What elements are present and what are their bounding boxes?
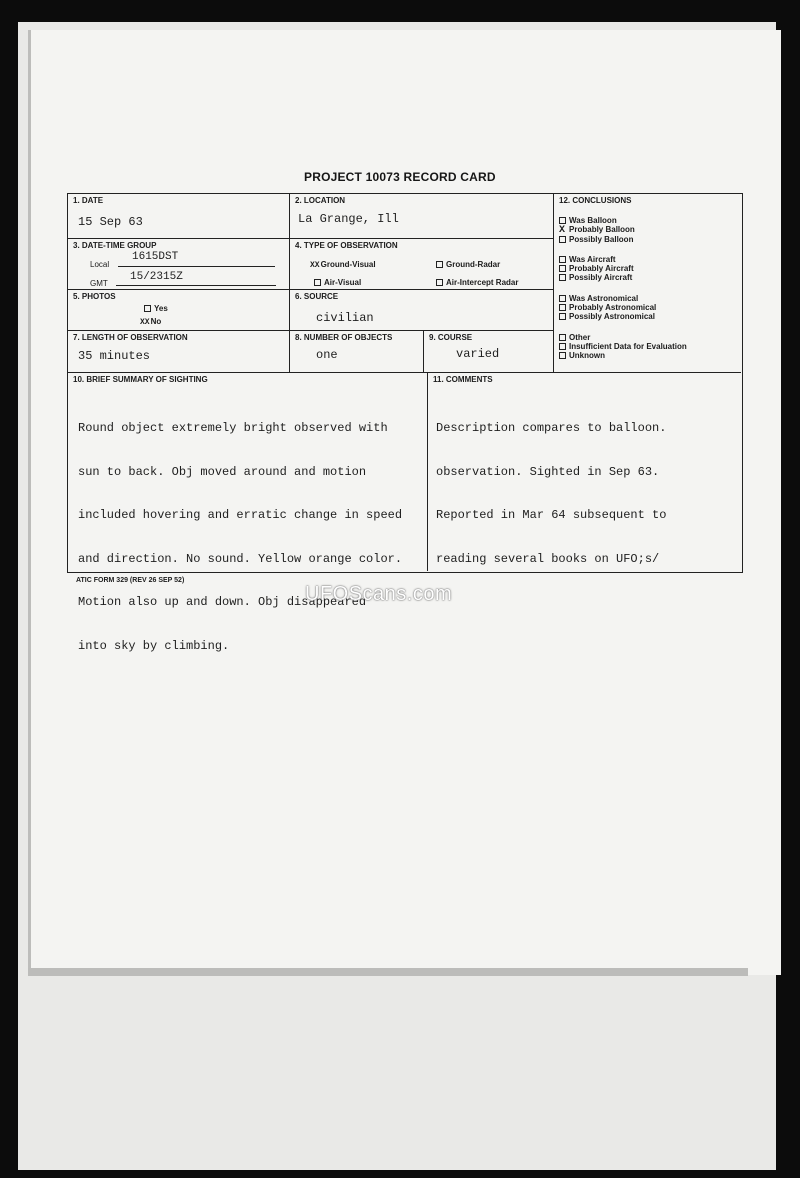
checkbox-icon	[559, 334, 566, 341]
course-label: 9. COURSE	[429, 333, 473, 342]
air-visual-option	[314, 278, 361, 287]
conclusion-probably-aircraft: Probably Aircraft	[559, 264, 634, 273]
checkbox-icon	[559, 295, 566, 302]
checkbox-icon	[559, 343, 566, 350]
checkbox-icon	[559, 265, 566, 272]
dtg-label: 3. DATE-TIME GROUP	[73, 241, 157, 250]
conclusion-insufficient-data: Insufficient Data for Evaluation	[559, 342, 687, 351]
checkbox-icon	[436, 261, 443, 268]
ground-visual-mark: XX	[310, 261, 320, 270]
ground-radar-option	[436, 260, 500, 269]
comments-label: 11. COMMENTS	[433, 375, 493, 384]
checkbox-icon	[559, 352, 566, 359]
conclusion-was-astronomical: Was Astronomical	[559, 294, 638, 303]
conclusion-possibly-balloon: Possibly Balloon	[559, 235, 633, 244]
source-label: 6. SOURCE	[295, 292, 339, 301]
ground-radar-text: Ground-Radar	[446, 260, 501, 269]
num-objects-value: one	[316, 348, 338, 362]
air-intercept-option	[436, 278, 518, 287]
location-cell	[290, 194, 554, 239]
photos-no-option	[140, 317, 161, 327]
checkbox-icon	[559, 274, 566, 281]
watermark: UFOScans.com	[305, 583, 453, 605]
comments-line: Description compares to balloon.	[436, 421, 667, 435]
ground-visual-text: Ground-Visual	[320, 260, 376, 269]
date-value: 15 Sep 63	[78, 215, 143, 229]
checkbox-icon	[144, 305, 151, 312]
conclusion-probably-astronomical: Probably Astronomical	[559, 303, 656, 312]
page-title: PROJECT 10073 RECORD CARD	[304, 170, 496, 184]
form-number: ATIC FORM 329 (REV 26 SEP 52)	[76, 577, 185, 584]
summary-text	[78, 392, 402, 682]
dtg-local-value: 1615DST	[132, 251, 179, 263]
conclusion-probably-balloon: X Probably Balloon	[559, 225, 635, 236]
checkbox-icon	[436, 279, 443, 286]
num-objects-label: 8. NUMBER OF OBJECTS	[295, 333, 393, 342]
length-label: 7. LENGTH OF OBSERVATION	[73, 333, 188, 342]
summary-line: included hovering and erratic change in speed	[78, 508, 403, 522]
type-obs-cell	[290, 239, 554, 290]
type-obs-label: 4. TYPE OF OBSERVATION	[295, 241, 398, 250]
comments-text	[436, 392, 666, 595]
source-value: civilian	[316, 311, 374, 325]
checkbox-icon	[559, 217, 566, 224]
summary-line: into sky by climbing.	[78, 638, 230, 653]
summary-label: 10. BRIEF SUMMARY OF SIGHTING	[73, 375, 208, 384]
air-visual-text: Air-Visual	[324, 278, 362, 287]
conclusion-other: Other	[559, 333, 590, 342]
air-intercept-text: Air-Intercept Radar	[446, 278, 519, 287]
photos-yes-text: Yes	[154, 304, 168, 313]
summary-line: Motion also up and down. Obj disappeared	[78, 595, 367, 609]
length-value: 35 minutes	[78, 349, 151, 363]
checkbox-icon	[314, 279, 321, 286]
photos-no-mark: XX	[140, 318, 150, 327]
date-cell	[68, 194, 290, 239]
summary-line: and direction. No sound. Yellow orange color.	[78, 551, 403, 566]
dtg-gmt-line	[116, 285, 276, 286]
date-label: 1. DATE	[73, 196, 104, 205]
comments-line: Reported in Mar 64 subsequent to	[436, 508, 667, 522]
photos-label: 5. PHOTOS	[73, 292, 116, 301]
source-cell	[290, 290, 554, 331]
length-cell	[68, 331, 290, 373]
comments-cell	[428, 373, 741, 571]
conclusions-label: 12. CONCLUSIONS	[559, 196, 632, 205]
course-value: varied	[456, 347, 500, 361]
conclusion-was-balloon: Was Balloon	[559, 216, 617, 225]
conclusion-was-aircraft: Was Aircraft	[559, 255, 616, 264]
conclusion-unknown: Unknown	[559, 351, 605, 360]
checkbox-icon	[559, 313, 566, 320]
course-cell	[424, 331, 554, 373]
location-value: La Grange, Ill	[298, 212, 399, 226]
checkbox-icon	[559, 236, 566, 243]
photos-cell	[68, 290, 290, 331]
dtg-cell	[68, 239, 290, 290]
dtg-local-line	[118, 266, 275, 267]
comments-line: reading several books on UFO;s/	[436, 551, 660, 566]
comments-line: observation. Sighted in Sep 63.	[436, 464, 660, 479]
photos-yes-option	[144, 304, 168, 313]
num-objects-cell	[290, 331, 424, 373]
dtg-gmt-value: 15/2315Z	[130, 271, 183, 283]
dtg-gmt-label: GMT	[90, 279, 108, 288]
summary-line: sun to back. Obj moved around and motion	[78, 464, 367, 479]
checked-mark: X	[559, 225, 566, 236]
conclusion-possibly-astronomical: Possibly Astronomical	[559, 312, 655, 321]
summary-line: Round object extremely bright observed with	[78, 421, 388, 435]
conclusions-cell	[554, 194, 741, 373]
photos-no-text: No	[150, 317, 162, 326]
dtg-local-label: Local	[90, 260, 110, 269]
ground-visual-option	[310, 260, 376, 270]
card-shadow	[28, 968, 748, 976]
checkbox-icon	[559, 256, 566, 263]
checkbox-icon	[559, 304, 566, 311]
location-label: 2. LOCATION	[295, 196, 346, 205]
conclusion-possibly-aircraft: Possibly Aircraft	[559, 273, 632, 282]
